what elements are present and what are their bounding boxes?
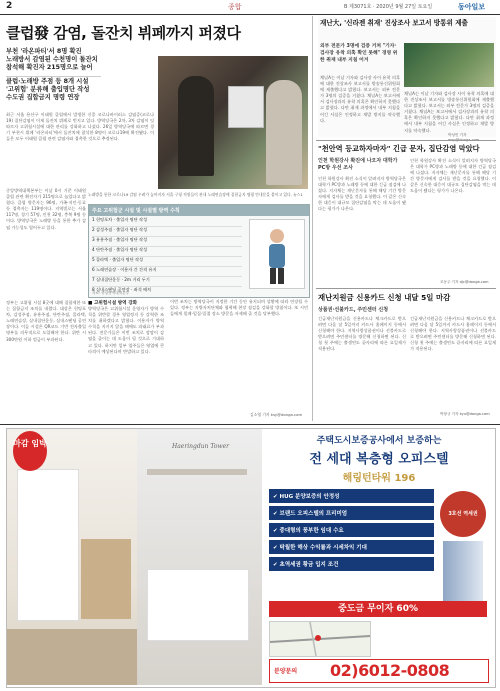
check-icon: ✔: [273, 545, 280, 551]
ad-floor: [7, 629, 137, 685]
main-body-col4: 방역당국은 고위험시설 운영자가 방역 수칙을 위반할 경우 영업정지 등 강력한 조치를 취하겠다고 밝혔다. 이용자가 방역 수칙을 지키지 않을 때에도 과태료가 부과된다. 전문가들은 이번 조치로 깜깜이 감염을 줄이는 데 도움이 될 것으로 기대하고 있다. 하지만 일부 업주들은 영업에 큰 타격이 예상된다며 반발하고 있다.: [88, 306, 164, 354]
ad-top-line: 주택도시보증공사에서 보증하는: [316, 436, 442, 446]
check-icon: ✔: [273, 562, 280, 568]
ad-location-map: [269, 621, 371, 657]
right-low-body-col2: 긴급재난지원금을 신용카드나 체크카드로 받으려면 다음 달 5일까지 카드사 홈페이지 등에서 신청해야 한다. 지역사랑상품권이나 선불카드로 받으려면 주민센터를 방문해 신청하면 된다. 신청 첫 주에는 출생연도 끝자리에 따른 요일제가 적용된다.: [410, 316, 496, 352]
deck-divider: [6, 76, 101, 77]
ad-feature-item: ✔ 탁월한 해상 수익률과 시세차익 기대: [269, 540, 434, 554]
deck-line: '고위험' 분류해 출입명단 작성: [6, 86, 90, 93]
main-byline: 김소영 기자 ksy@donga.com: [250, 412, 303, 417]
right-top-body-col1: 채널A는 이날 기자와 검사장 사이 유착 의혹에 대한 진상조사 보고서를 방송통신위원회에 제출했다고 밝혔다. 보고서는 외부 전문가 3명의 검증을 거쳤다. 채널A는 보고서에서 검사장과의 유착 의혹은 확인하지 못했다고 밝혔다. 다만 취재 과정에서 내부 지침을 어긴 사실은 인정하고 재발 방지를 약속했다.: [320, 75, 400, 123]
main-headline: 클럽發 감염, 돌잔치 뷔페까지 퍼졌다: [6, 24, 241, 42]
right-low-body-col1: 긴급재난지원금을 신용카드나 체크카드로 받으려면 다음 달 5일까지 카드사 홈페이지 등에서 신청해야 한다. 지역사랑상품권이나 선불카드로 받으려면 주민센터를 방문해 신청하면 된다. 신청 첫 주에는 출생연도 끝자리에 따른 요일제가 적용된다.: [318, 316, 406, 352]
worker-figure: [266, 80, 302, 185]
newspaper-logo: 동아일보: [458, 3, 486, 11]
main-deck: [6, 48, 156, 102]
deck-line: 수도권 집합금지 명령 연장: [6, 94, 80, 101]
ad-phone-box: [269, 659, 489, 683]
ad-feature-list: [269, 489, 434, 571]
right-top-body-col2: 채널A는 이날 기자와 검사장 사이 유착 의혹에 대한 진상조사 보고서를 방송통신위원회에 제출했다고 밝혔다. 보고서는 외부 전문가 3명의 검증을 거쳤다. 채널A는 보고서에서 검사장과의 유착 의혹은 확인하지 못했다고 밝혔다. 다만 취재 과정에서 내부 지침을 어긴 사실은 인정하고 재발 방지를 약속했다.: [404, 91, 494, 133]
photo-caption: 노래방을 통한 코로나19 감염 우려가 높아지자 서울 구청 직원들이 관내 노래연습장에 집합금지 명령 안내문을 붙이고 있다. 뉴스1: [88, 192, 303, 197]
table-row: 5 콜라텍 · 출입자 명단 작성: [92, 257, 242, 267]
posted-notice: [228, 86, 264, 128]
ad-loan-text: 중도금 무이자 60%: [338, 604, 418, 614]
ad-brand: 해링턴타워 196: [342, 473, 416, 484]
ad-table: [147, 569, 249, 641]
right-top-headline: 재난大, '신라젠 취재' 진상조사 보고서 방통위 제출: [320, 19, 468, 27]
right-top-photo: [404, 43, 494, 87]
deck-line: 참석해 확진자 215명으로 늘어: [6, 64, 93, 71]
ad-stairs: [81, 539, 131, 619]
right-mid-body-col2: 인천 학원강사 확진 소식이 알려지자 방역당국은 대학가 PC방과 노래방 등에 대한 긴급 점검에 나섰다. 지자체는 재난문자를 통해 해당 기간 방문자에게 검사를 받을 것을 요청했다. 이 같은 신속한 대응이 대규모 집단감염을 막는 데 도움이 됐다는 평가가 나온다.: [410, 158, 496, 194]
check-icon: ✔: [273, 528, 280, 534]
worker-figure: [178, 76, 214, 176]
ad-feature-item: ✔ HUG 분양보증의 안정성: [269, 489, 434, 503]
page-number: 2: [6, 1, 13, 11]
right-mid-deck: 인천 학원강사 확진에 나오자 대학가 PC방 우선 조사: [318, 158, 398, 171]
section-rule: [316, 288, 496, 289]
check-icon: ✔: [273, 511, 280, 517]
table-row: 1 헌팅포차 · 출입자 명단 작성: [92, 217, 242, 227]
ad-badge: [13, 431, 47, 471]
ad-phone-number: 02)6012-0808: [330, 661, 450, 680]
section-label: 종합: [228, 3, 242, 11]
right-low-deck: 상품권·선불카드, 주민센터 신청: [318, 307, 389, 313]
table-row: 4 단란주점 · 출입자 명단 작성: [92, 247, 242, 257]
table-row: 6 노래연습장 · 이용자 간 간격 유지: [92, 267, 242, 277]
facility-table: [88, 204, 310, 298]
deck-line: 클럽·노래방 주점 등 8개 시설: [6, 78, 89, 85]
table-title: 주요 고위험군 시설 및 시설별 방역 수칙: [89, 205, 309, 216]
ad-feature-item: ✔ 브랜드 오피스텔의 프리미엄: [269, 506, 434, 520]
ad-badge-text: 마감 임박: [13, 439, 47, 448]
ad-main-line: 전 세대 복층형 오피스텔: [309, 452, 449, 467]
advertisement: [6, 428, 496, 688]
ad-feature-item: ✔ 중대형의 풍부한 임대 수요: [269, 523, 434, 537]
right-top-deck: 외부 전문가 3명에 검증 거쳐 "기자·검사장 유착 의혹 확인 못해" 경영 위한 취재 내부 지침 어겨: [320, 44, 398, 63]
column-divider: [312, 16, 313, 421]
ad-stamp: [440, 491, 486, 537]
main-body-col2: 중앙방역대책본부는 이날 0시 기준 이태원 클럽 관련 확진자가 215명으로 늘었다고 밝혔다. 클럽 방문자는 96명, 가족·지인·동료 등 접촉자는 119명이다. 지역별로는 서울 117명, 경기 57명, 인천 32명, 충북 9명 등이다. 방역당국은 노래방 등을 통한 추가 감염 가능성도 열어두고 있다.: [6, 188, 86, 230]
date-line: B 제3071호 · 2020년 9월 27일 토요일: [344, 4, 433, 10]
ad-stamp-text: 3호선 역세권: [448, 511, 478, 517]
page-header: [0, 0, 500, 15]
map-icon: [270, 622, 370, 656]
table-row: 8 실내스탠딩 공연장 · 좌석 배치: [92, 287, 152, 292]
ad-building-image: [443, 541, 483, 601]
right-low-headline: 재난지원금 신용카드 신청 내달 5일 마감: [318, 293, 451, 302]
ad-feature-item: ✔ 초역세권 황금 입지 조건: [269, 557, 434, 571]
table-source: 자료: 중앙방역대책본부: [92, 291, 130, 295]
deck-line: 노래방서 감염된 수천명이 돌잔치: [6, 56, 98, 63]
ad-window: [17, 469, 79, 621]
illustration-box: [249, 219, 305, 289]
right-mid-byline: 조동주 기자 djc@donga.com: [440, 280, 489, 284]
ad-divider: [0, 424, 500, 425]
ad-shelf: [147, 469, 247, 475]
main-photo: [158, 56, 308, 189]
section-rule: [316, 140, 496, 141]
right-low-byline: 박창규 기자 kyu@donga.com: [440, 412, 490, 416]
sub-section-heading: ■ 고위험시설 방역 강화: [88, 301, 138, 306]
ad-loan-banner: [269, 601, 487, 617]
right-mid-headline: "천안역 등교하자마자" 긴급 문자, 집단감염 막았다: [318, 144, 480, 153]
ad-logo-script: Haeringdun Tower: [172, 443, 230, 450]
table-row: 3 유흥주점 · 출입자 명단 작성: [92, 237, 242, 247]
table-row: 2 감성주점 · 출입자 명단 작성: [92, 227, 242, 237]
deck-line: 부천 '라온파티'서 8명 확진: [6, 48, 82, 55]
right-top-article: [318, 17, 496, 137]
ad-middle-photo: [137, 429, 262, 685]
table-row: 7 실내집단운동 · 2m 거리 두기: [92, 277, 242, 287]
main-body-col5: 이번 조치는 방역당국이 지정한 기간 동안 유지되며 상황에 따라 연장될 수 있다. 정부는 지방자치단체와 협력해 현장 점검을 강화할 방침이다. 또 시민들에게 밀폐·밀집·밀접 장소 방문을 자제해 줄 것을 당부했다.: [170, 299, 308, 317]
ad-address-label: 분양문의: [274, 668, 298, 675]
right-top-byline: 박성민 기자: [448, 133, 467, 137]
main-body-col3: 정부는 고위험 시설 8곳에 대해 집합제한 또는 집합금지 조치를 내렸다. 대상은 헌팅포차, 감성주점, 유흥주점, 단란주점, 콜라텍, 노래연습장, 실내집단운동, 실내스탠딩 공연장이다. 이들 시설은 QR코드 기반 전자출입명부를 의무적으로 도입해야 한다. 위반 시 300만원 이하 벌금이 부과된다.: [6, 300, 86, 342]
check-icon: ✔: [273, 494, 280, 500]
main-body-col1: 최근 서울 용산구 이태원 클럽에서 발생한 신종 코로나바이러스 감염증(코로나19) 집단감염이 이제 돌잔치 뷔페로 번지고 있다. 방역당국은 2차, 3차 감염이 잇따르자 고위험시설에 대한 관리를 강화하고 나섰다. 26일 방역당국에 따르면 경기 부천시 뷔페 '라온파티'에서 돌잔치에 참석한 8명이 코로나19에 확진됐다. 이들은 모두 이태원 클럽 관련 감염자와 접촉한 것으로 추정된다.: [6, 112, 154, 142]
right-mid-body-col1: 인천 학원강사 확진 소식이 알려지자 방역당국은 대학가 PC방과 노래방 등에 대한 긴급 점검에 나섰다. 지자체는 재난문자를 통해 해당 기간 방문자에게 검사를 받을 것을 요청했다. 이 같은 신속한 대응이 대규모 집단감염을 막는 데 도움이 됐다는 평가가 나온다.: [318, 176, 406, 212]
person-illustration-icon: [250, 220, 304, 288]
ad-info: [267, 433, 491, 484]
